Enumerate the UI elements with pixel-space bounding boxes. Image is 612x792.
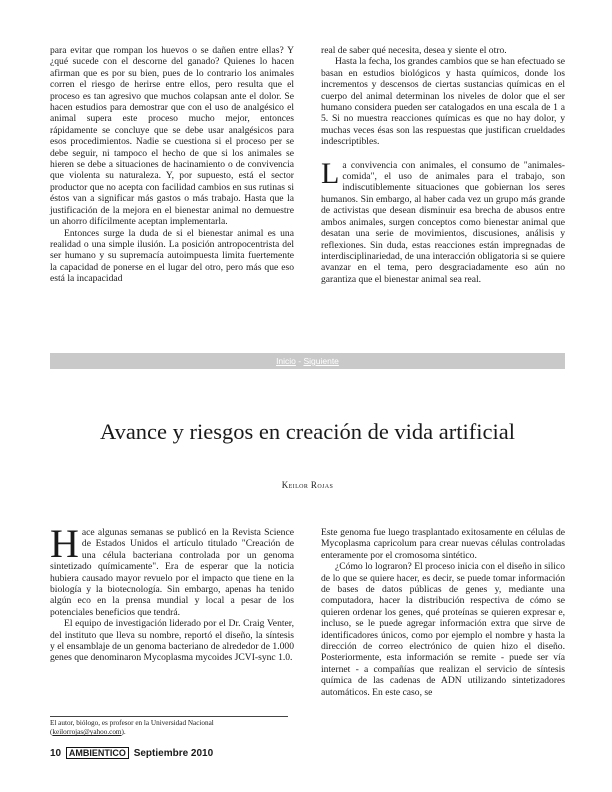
article-navigation — [50, 353, 565, 369]
nav-separator: - — [295, 356, 304, 366]
paragraph: Este genoma fue luego trasplantado exitosamente en células de Mycoplasma capricolum para crear nuevas células controladas enteramente por el cromosoma sintético. — [321, 527, 565, 561]
paragraph-text: a convivencia con animales, el consumo de "animales-comida", el uso de animales para el trabajo, son indiscutiblemente situaciones que gobiernan los seres humanos. Sin embargo, al haber cada vez un grupo más grande de activistas que desean disminuir esa brecha de abusos entre ambos animales, surgen conceptos como bienestar animal que desatan una serie de movimientos, discusiones, análisis y reflexiones. Sin duda, estas reacciones están impregnadas de interdisciplinariedad, de una interacción obligatoria si se quiere avanzar en el tema, pero desgraciadamente eso aún no garantiza que el bienestar animal sea real. — [321, 159, 565, 285]
page-footer — [50, 748, 213, 759]
article-title: Avance y riesgos en creación de vida artificial — [99, 419, 515, 444]
page-number: 10 — [50, 748, 62, 759]
dropcap: H — [50, 527, 79, 566]
paragraph-with-dropcap — [321, 160, 565, 285]
column-bottom-right — [321, 527, 565, 698]
issue-date: Septiembre 2010 — [133, 748, 214, 759]
paragraph: Entonces surge la duda de si el bienestar animal es una realidad o una simple ilusión. La posición antropocentrista del ser humano y su supremacía autoimpuesta limita fuertemente la capacidad de ponerse en el lugar del otro, pero más que eso está la incapacidad — [50, 227, 294, 285]
paragraph-with-dropcap — [50, 527, 294, 618]
siguiente-link[interactable]: Siguiente — [303, 356, 339, 366]
paragraph: ¿Cómo lo lograron? El proceso inicia con el diseño in silico de lo que se quiere hacer, es decir, se puede tomar información de bases de datos públicas de genes y, mediante una computadora, hacer la distribución respectiva de cómo se quieren ordenar los genes, qué proteínas se quieren expresar e, incluso, se le puede agregar información extra que sirve de identificadores únicos, como por ejemplo el nombre y hasta la dirección de correo electrónico de quien hizo el diseño. Posteriormente, esta información se remite - puede ser vía internet - a compañías que realizan el servicio de síntesis química de las cadenas de ADN utilizando sintetizadores automáticos. En este caso, se — [321, 561, 565, 698]
paragraph: El equipo de investigación liderado por el Dr. Craig Venter, del instituto que lleva su nombre, reportó el diseño, la síntesis y el ensamblaje de un genoma bacteriano de alrededor de 1.000 genes que denominaron Mycoplasma mycoides JCVI-sync 1.0. — [50, 618, 294, 664]
inicio-link[interactable]: Inicio — [276, 356, 296, 366]
dropcap: L — [321, 159, 340, 190]
navigation-band — [50, 353, 565, 369]
paragraph: Hasta la fecha, los grandes cambios que se han efectuado se basan en estudios biológicos y hasta químicos, donde los incrementos y descensos de ciertas sustancias químicas en el cuerpo del animal determinan los niveles de dolor que el ser humano considera pueden ser catalogados en una escala de 1 a 5. Si no muestra reacciones químicas es que no hay dolor, y muchas veces ésas son las respuestas que justifican crueldades indescriptibles. — [321, 56, 565, 148]
column-top-right — [321, 45, 565, 285]
paragraph: para evitar que rompan los huevos o se dañen entre ellas? Y ¿qué sucede con el descorne del ganado? Quienes lo hacen afirman que es por su bien, pues de lo contrario los animales corren el riesgo de herirse entre ellos, pero resulta que el proceso es tan agresivo que muchos colapsan ante el dolor. Se hacen estudios para demostrar que con el uso de analgésico el animal supera este proceso mucho mejor, entonces rápidamente se concluye que se debe usar analgésicos para esos procedimientos. Nadie se cuestiona si el proceso per se debe seguir, ni tampoco el hecho de que si los animales se hieren se debe a situaciones de hacinamiento o de convivencia que violenta su naturaleza. Y, por supuesto, está el sector productor que no acepta con facilidad cambios en sus rutinas si éstos van a significar más gastos o más trabajo. Hasta que la justificación de la mejora en el bienestar animal no demuestre un ahorro difícilmente aceptan implementarla. — [50, 45, 294, 228]
author-email-link[interactable]: keilorrojas@yahoo.com — [52, 728, 122, 737]
column-top-left — [50, 45, 294, 285]
footnote-text: El autor, biólogo, es profesor en la Universidad Nacional — [50, 719, 214, 727]
article-author: Keilor Rojas — [281, 480, 334, 490]
paragraph-text: ace algunas semanas se publicó en la Revista Science de Estados Unidos el artículo titulado "Creación de una célula bacteriana controlada por un genoma sintetizado químicamente". Era de esperar que la noticia hubiera causado mayor revuelo por el impacto que tiene en la biología y la biotecnología. Sin embargo, apenas ha tenido algún eco en la prensa mundial y local a pesar de los potenciales beneficios que tendrá. — [50, 527, 294, 618]
column-bottom-left — [50, 527, 294, 664]
footnote-divider — [50, 716, 288, 717]
paragraph: real de saber qué necesita, desea y siente el otro. — [321, 45, 507, 56]
magazine-logo: AMBIENTICO — [66, 747, 129, 759]
footnote: El autor, biólogo, es profesor en la Universidad Nacional (keilorrojas@yahoo.com). — [50, 719, 214, 737]
